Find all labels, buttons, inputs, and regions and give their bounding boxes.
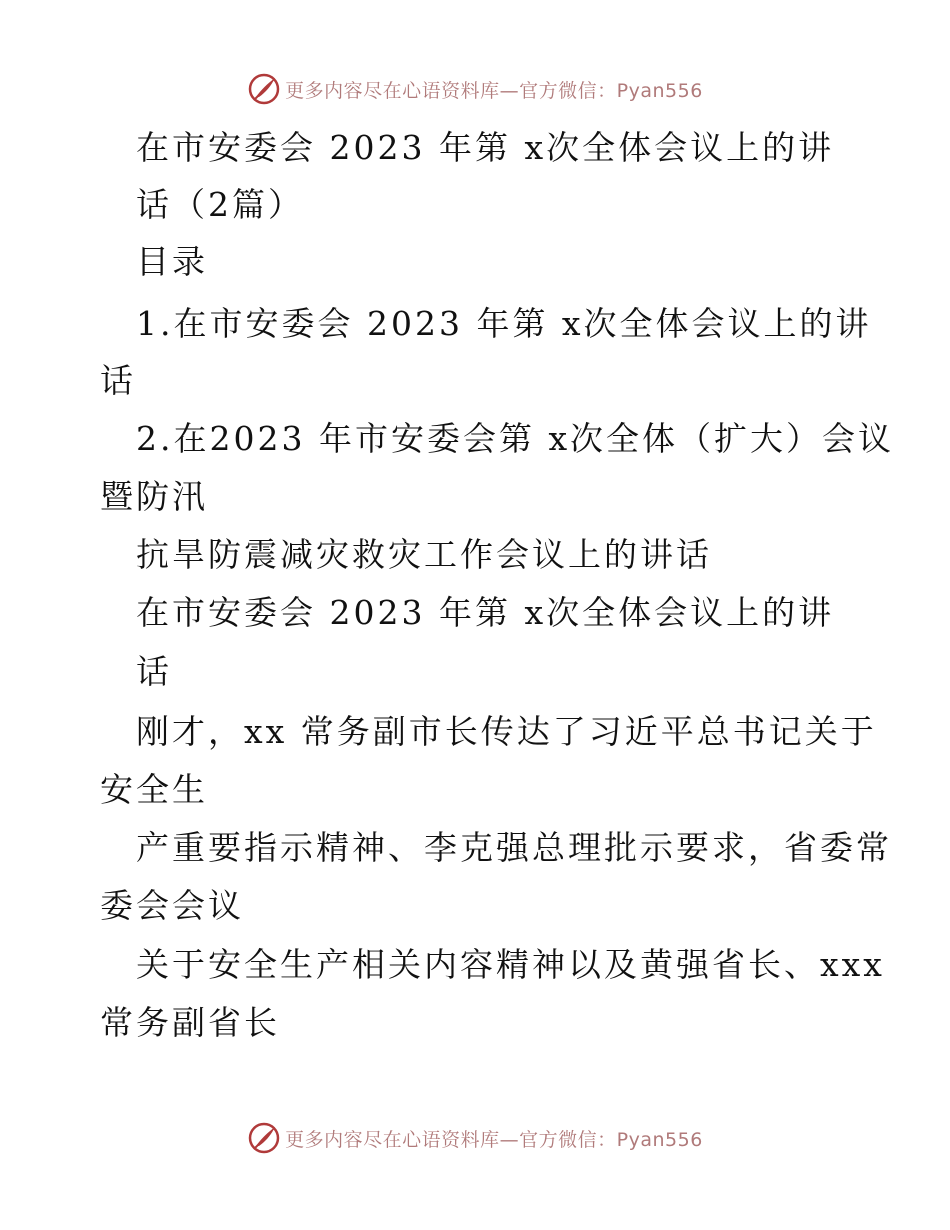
watermark-text: 更多内容尽在心语资料库—官方微信：Pyan556 [285, 79, 703, 102]
toc-item-2-line-2: 暨防汛 [100, 477, 208, 516]
paragraph-line: 产重要指示精神、李克强总理批示要求，省委常 [136, 828, 892, 867]
section-title-line-1: 在市安委会 2023 年第 x次全体会议上的讲 [136, 593, 835, 632]
toc-item-2-line-3: 抗旱防震减灾救灾工作会议上的讲话 [136, 535, 712, 574]
title-line-2: 话（2篇） [136, 185, 304, 224]
paragraph-line: 刚才，xx 常务副市长传达了习近平总书记关于 [136, 712, 877, 751]
section-title-line-2: 话 [136, 652, 172, 691]
paragraph-line: 常务副省长 [100, 1003, 280, 1042]
footer-watermark [0, 1121, 950, 1155]
paragraph-line: 安全生 [100, 770, 208, 809]
title-line-1: 在市安委会 2023 年第 x次全体会议上的讲 [136, 128, 835, 167]
toc-item-1-line-2: 话 [100, 361, 136, 400]
feather-seal-icon [247, 1121, 281, 1155]
paragraph-line: 委会会议 [100, 886, 244, 925]
watermark-text: 更多内容尽在心语资料库—官方微信：Pyan556 [285, 1128, 703, 1151]
toc-item-2-line-1: 2.在2023 年市安委会第 x次全体（扩大）会议 [136, 419, 895, 458]
toc-heading: 目录 [136, 242, 208, 281]
paragraph-line: 关于安全生产相关内容精神以及黄强省长、xxx [136, 945, 885, 984]
toc-item-1-line-1: 1.在市安委会 2023 年第 x次全体会议上的讲 [136, 304, 872, 343]
